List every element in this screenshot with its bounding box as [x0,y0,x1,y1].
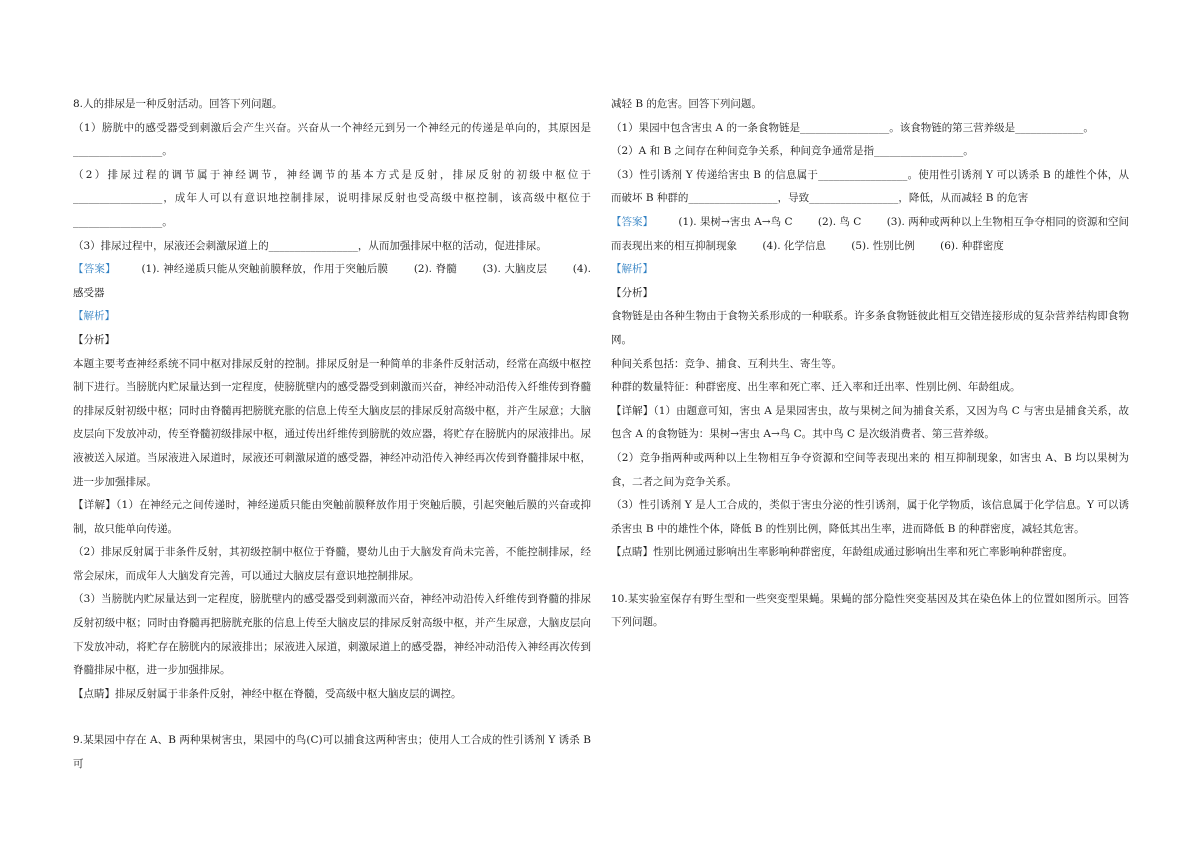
q8-part2: （2）排尿过程的调节属于神经调节，神经调节的基本方式是反射，排尿反射的初级中枢位于_________________，成年人可以有意识地控制排尿，说明排尿反射也受高级中枢控制，该高级中枢位于_________________。 [73,168,591,228]
q8-answer [73,258,591,305]
q9-part2: （2）A 和 B 之间存在种间竞争关系，种间竞争通常是指_________________。 [611,145,974,158]
analysis-tag: 【解析】 [611,263,653,276]
answer-tag: 【答案】 [73,263,116,276]
q8-dianjing: 【点睛】排尿反射属于非条件反射，神经中枢在脊髓，受高级中枢大脑皮层的调控。 [73,687,462,700]
right-column [611,93,1129,635]
answer-4: (4). 化学信息 [762,239,826,252]
q9-part1: （1）果园中包含害虫 A 的一条食物链是_________________。该食物链的第三营养级是_____________。 [611,121,1094,134]
answer-5: (5). 性别比例 [851,239,915,252]
q9-intro: 9.某果园中存在 A、B 两种果树害虫，果园中的鸟(C)可以捕食这两种害虫；使用人工合成的性引诱剂 Y 诱杀 B 可 [73,734,591,771]
q9-detail-2: （2）竞争指两种或两种以上生物相互争夺资源和空间等表现出来的 相互抑制现象，如害虫 A、B 均以果树为食，二者之间为竞争关系。 [611,451,1129,488]
fenxi-tag: 【分析】 [73,333,115,346]
q9-detail-3: （3）性引诱剂 Y 是人工合成的，类似于害虫分泌的性引诱剂，属于化学物质，该信息属于化学信息。Y 可以诱杀害虫 B 中的雄性个体，降低 B 的性别比例，降低其出生率，进而降低 B 的种群密度，减轻其危害。 [611,499,1129,535]
answer-1: (1). 神经递质只能从突触前膜释放，作用于突触后膜 [141,263,389,276]
q8-part3: （3）排尿过程中，尿液还会刺激尿道上的_________________，从而加强排尿中枢的活动，促进排尿。 [73,239,547,252]
q10-title: 10.某实验室保存有野生型和一些突变型果蝇。果蝇的部分隐性突变基因及其在染色体上的位置如图所示。回答下列问题。 [611,592,1129,629]
q9-detail-1: 【详解】（1）由题意可知，害虫 A 是果园害虫，故与果树之间为捕食关系，又因为鸟 C 与害虫是捕食关系，故包含 A 的食物链为：果树→害虫 A→鸟 C。其中鸟 C 是次级消费者、第三营养级。 [611,404,1129,441]
answer-3: (3). 两种或两种以上生物相互争夺相同的资源和空间而表现出来的相互抑制现象 [611,215,1130,252]
q8-part1: （1）膀胱中的感受器受到刺激后会产生兴奋。兴奋从一个神经元到另一个神经元的传递是单向的，其原因是_________________。 [73,121,591,158]
answer-2: (2). 鸟 C [817,215,862,228]
q8-analysis: 本题主要考查神经系统不同中枢对排尿反射的控制。排尿反射是一种简单的非条件反射活动，经常在高级中枢控制下进行。当膀胱内贮尿量达到一定程度，使膀胱壁内的感受器受到刺激而兴奋，神经冲动沿传入纤维传到脊髓的排尿反射初级中枢；同时由脊髓再把膀胱充胀的信息上传至大脑皮层的排尿反射高级中枢，并产生尿意；大脑皮层向下发放冲动，传至脊髓初级排尿中枢，通过传出纤维传到膀胱的效应器，将贮存在膀胱内的尿液排出。尿液被送入尿道。当尿液进入尿道时，尿液还可刺激尿道的感受器，神经冲动沿传入神经再次传到脊髓排尿中枢，进一步加强排尿。 [73,357,591,488]
answer-6: (6). 种群密度 [940,239,1004,252]
left-column [73,93,591,777]
q8-title: 8.人的排尿是一种反射活动。回答下列问题。 [73,98,283,110]
answer-1: (1). 果树→害虫 A→鸟 C [678,215,793,228]
q8-detail-2: （2）排尿反射属于非条件反射，其初级控制中枢位于脊髓，婴幼儿由于大脑发育尚未完善，不能控制排尿，经常会尿床，而成年人大脑发育完善，可以通过大脑皮层有意识地控制排尿。 [73,546,591,582]
q8-detail-3: （3）当膀胱内贮尿量达到一定程度，膀胱壁内的感受器受到刺激而兴奋，神经冲动沿传入纤维传到脊髓的排尿反射初级中枢；同时由脊髓再把膀胱充胀的信息上传至大脑皮层的排尿反射高级中枢，并产生尿意，大脑皮层向下发放冲动，将贮存在膀胱内的尿液排出；尿液进入尿道，刺激尿道上的感受器，神经冲动沿传入神经再次传到脊髓排尿中枢，进一步加强排尿。 [73,593,591,677]
answer-2: (2). 脊髓 [413,263,458,276]
q8-detail-1: 【详解】（1）在神经元之间传递时，神经递质只能由突触前膜释放作用于突触后膜，引起突触后膜的兴奋或抑制，故只能单向传递。 [73,499,591,535]
answer-3: (3). 大脑皮层 [482,263,548,276]
answer-tag: 【答案】 [611,215,654,228]
q9-continued: 减轻 B 的危害。回答下列问题。 [611,98,762,110]
fenxi-tag: 【分析】 [611,286,653,299]
q9-analysis-1: 食物链是由各种生物由于食物关系形成的一种联系。许多条食物链彼此相互交错连接形成的复杂营养结构即食物网。 [611,310,1129,346]
q9-answer [611,211,1129,258]
q9-analysis-2: 种间关系包括：竞争、捕食、互利共生、寄生等。 [611,357,842,370]
answer-4: (4). 感受器 [73,263,591,299]
q9-part3: （3）性引诱剂 Y 传递给害虫 B 的信息属于_________________。使用性引诱剂 Y 可以诱杀 B 的雄性个体，从而破坏 B 种群的_________________，导致_________________，降低，从而减轻 B 的危害 [611,168,1129,205]
analysis-tag: 【解析】 [73,310,115,323]
q9-analysis-3: 种群的数量特征：种群密度、出生率和死亡率、迁入率和迁出率、性别比例、年龄组成。 [611,381,1021,394]
q9-dianjing: 【点睛】性别比例通过影响出生率影响种群密度，年龄组成通过影响出生率和死亡率影响种群密度。 [611,546,1073,559]
